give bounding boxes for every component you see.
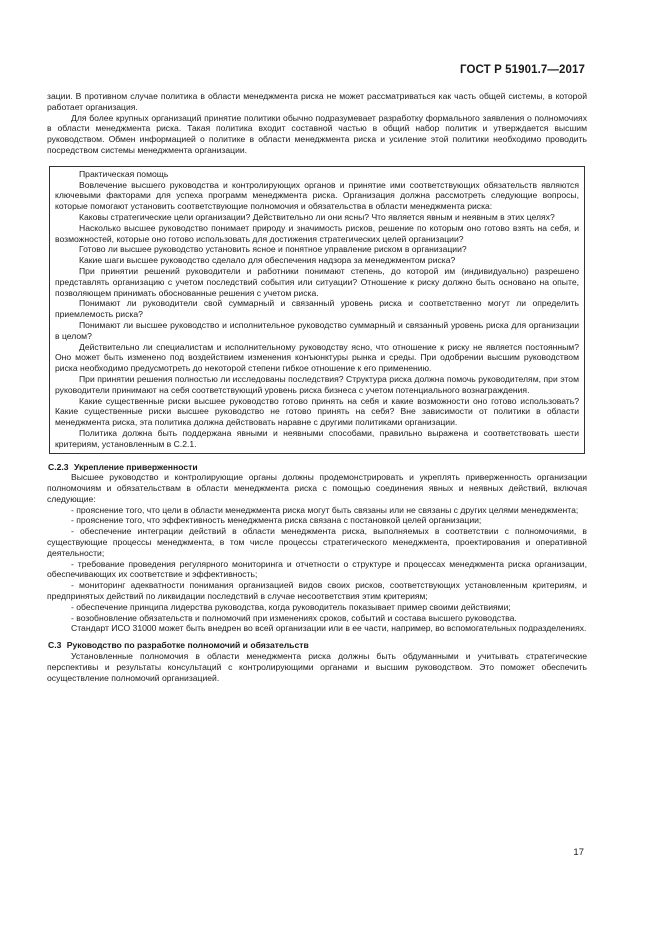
list-item: - мониторинг адекватности понимания организацией видов своих рисков, соответствующих установленным критериям, и предпринятых действий по ликвидации последствий в случае несоответствия этим критериям; [47,580,587,602]
box-paragraph: При принятии решений руководители и работники понимают степень, до которой им (индивидуально) разрешено представлять организацию с учетом последствий события или ситуации? Отношение к риску должно быть основано на опыте, позволяющем принимать обоснованные решения с учетом риска. [55,265,579,298]
box-paragraph: Вовлечение высшего руководства и контролирующих органов и принятие ими соответствующих обязательств являются ключевыми факторами для успеха программ менеджмента риска. Организация должна рассмотреть следующие вопросы, которые помогают установить соответствующие полномочия и обязательства в области менеджмента риска: [55,179,579,212]
practical-help-title: Практическая помощь [79,168,169,179]
section-c3-heading [47,640,587,651]
intro-paragraph-1: зации. В противном случае политика в области менеджмента риска не может рассматриваться как часть общей системы, в которой работает организация. [47,91,587,112]
box-paragraph: При принятии решения полностью ли исследованы последствия? Структура риска должна помочь руководителям, при этом руководители принимают на себя соответствующий уровень риска бизнеса с учетом потенциального вознаграждения. [55,373,579,395]
section-c23-title: Укрепление приверженности [73,461,198,472]
section-c3-text: Установленные полномочия в области менеджмента риска должны быть обдуманными и учитывать стратегические перспективы и результаты консультаций с контролирующими органами и высшим руководством. Это поможет обеспечить осуществление полномочий организацией. [47,651,587,683]
section-c23-heading [47,462,587,473]
box-paragraph: Понимают ли высшее руководство и исполнительное руководство суммарный и связанный уровень риска для организации в целом? [55,319,579,341]
box-paragraph: Действительно ли специалистам и исполнительному руководству ясно, что отношение к риску не является постоянным? Оно может быть изменено под воздействием изменения конъюнктуры рынка и среды. При одобрении высшим руководством риска необходимо предусмотреть до некоторой степени гибкое отношение к его применению. [55,341,579,374]
practical-help-box [49,166,585,454]
section-c23-closing: Стандарт ИСО 31000 может быть внедрен во всей организации или в ее части, например, во вспомогательных подразделениях. [71,623,587,634]
document-code-header: ГОСТ Р 51901.7—2017 [460,64,585,76]
list-item: - возобновление обязательств и полномочий при изменениях сроков, событий и состава высшего руководства. [71,612,517,623]
box-paragraph: Насколько высшее руководство понимает природу и значимость рисков, решение по которым оно готово взять на себя, и возможностей, которые оно готово использовать для достижения стратегических целей организации? [55,222,579,244]
list-item: - прояснение того, что эффективность менеджмента риска связана с постановкой целей организации; [71,515,482,526]
section-c3-title: Руководство по разработке полномочий и обязательств [66,640,309,651]
section-c3-number: С.3 [48,640,62,651]
page-content [47,91,587,683]
box-paragraph: Каковы стратегические цели организации? Действительно ли они ясны? Что является явным и неявным в этих целях? [79,211,555,222]
page-number: 17 [573,847,584,858]
list-item: - требование проведения регулярного мониторинга и отчетности о структуре и процессах менеджмента риска организации, обеспечивающих их соответствие и эффективность; [47,558,587,580]
section-c23-number: С.2.3 [48,461,69,472]
box-paragraph: Готово ли высшее руководство установить ясное и понятное управление риском в организации? [79,244,467,255]
section-c23-lead: Высшее руководство и контролирующие органы должны продемонстрировать и укреплять приверженность организации полномочиям и обязательствам в области менеджмента риска с помощью соединения явных и неявных действий, включая следующие: [47,472,587,504]
list-item: - обеспечение интеграции действий в области менеджмента риска, выполняемых в соответствии с полномочиями, в существующие процессы менеджмента, в том числе процессы стратегического менеджмента, проектирования и оперативной деятельности; [47,526,587,558]
box-paragraph: Понимают ли руководители свой суммарный и связанный уровень риска и соответственно могут ли определить приемлемость риска? [55,298,579,320]
box-paragraph: Какие существенные риски высшее руководство готово принять на себя и какие возможности оно готово использовать? Какие существенные риски высшее руководство не готово принять на себя? Вне зависимости от политики в области менеджмента риска, эта политика должна действовать наравне с другими политиками организации. [55,395,579,428]
list-item: - обеспечение принципа лидерства руководства, когда руководитель показывает пример своими действиями; [71,601,511,612]
list-item: - прояснение того, что цели в области менеджмента риска могут быть связаны или не связаны с других целями менеджмента; [71,504,579,515]
intro-paragraph-2: Для более крупных организаций принятие политики обычно подразумевает разработку формального заявления о полномочиях в области менеджмента риска. Такая политика входит составной частью в общий набор политик и утверждается высшим руководством. Обмен информацией о политике в области менеджмента риска и усиление этой политики необходимо проводить посредством системы менеджмента организации. [47,112,587,155]
box-paragraph: Какие шаги высшее руководство сделало для обеспечения надзора за менеджментом риска? [79,255,456,266]
box-paragraph: Политика должна быть поддержана явными и неявными способами, правильно выражена и соответствовать шести критериям, установленным в С.2.1. [55,427,579,449]
